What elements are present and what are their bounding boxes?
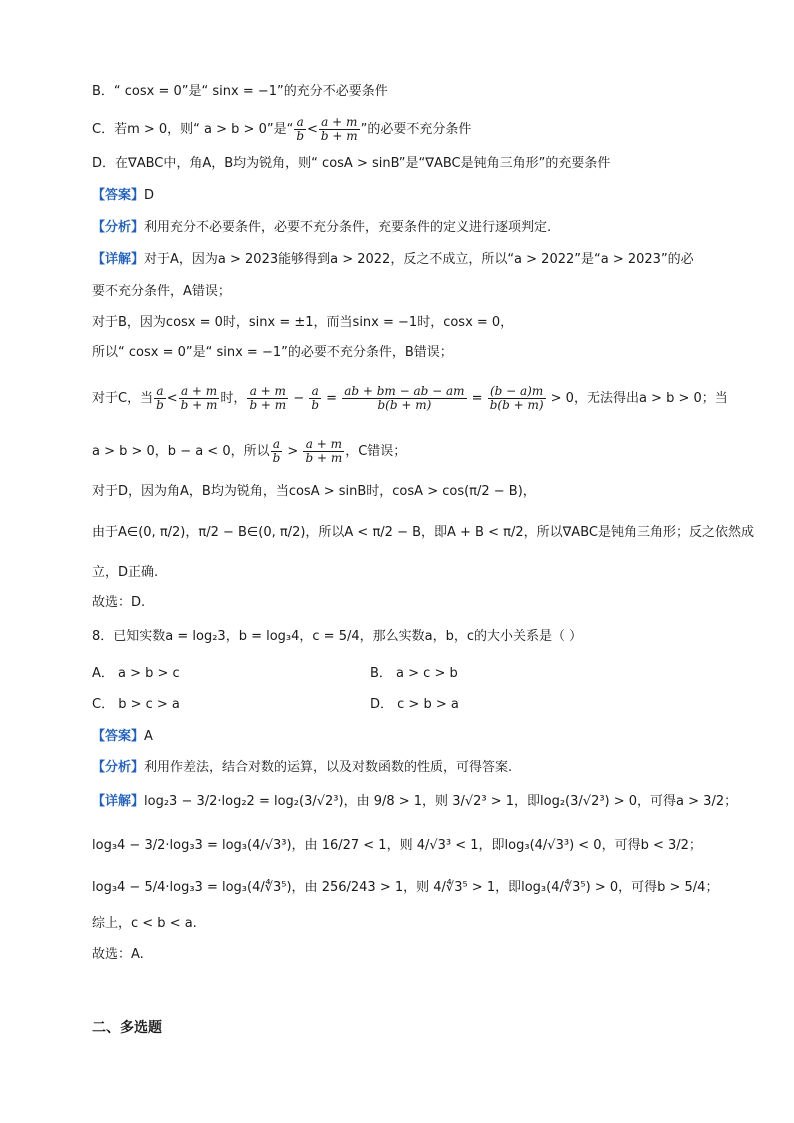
- q7-detail-line-9: 立，D正确.: [92, 565, 159, 580]
- fraction-numerator: a + m: [319, 116, 360, 130]
- detail-text: 对于A，因为a > 2023能够得到a > 2022，反之不成立，所以“a > 2022”是“a > 2023”的必: [144, 252, 694, 267]
- fraction-denominator: b: [156, 398, 164, 412]
- q7-detail-line-2: 要不充分条件，A错误；: [92, 284, 231, 299]
- fraction-numerator: a: [309, 385, 321, 399]
- q7-detail-line-8: 由于A∈(0, π/2)，π/2 − B∈(0, π/2)，所以A < π/2 − B，即A + B < π/2，所以∇ABC是钝角三角形；反之依然成: [92, 525, 754, 540]
- q8-conclusion: 故选：A.: [92, 947, 144, 962]
- detail-text: log₂3 − 3/2·log₂2 = log₂(3/√2³)，由 9/8 > 1，则 3/√2³ > 1，即log₂(3/√2³) > 0，可得a > 3/2；: [144, 794, 738, 809]
- fraction-numerator: a + m: [179, 385, 220, 399]
- q8-detail-line-3: log₃4 − 5/4·log₃3 = log₃(4/∜3⁵)，由 256/243 > 1，则 4/∜3⁵ > 1，即log₃(4/∜3⁵) > 0，可得b > 5/4；: [92, 880, 719, 895]
- answer-value: A: [144, 729, 153, 744]
- q8-detail-line-2: log₃4 − 3/2·log₃3 = log₃(4/√3³)，由 16/27 < 1，则 4/√3³ < 1，即log₃(4/√3³) < 0，可得b < 3/2；: [92, 838, 702, 853]
- less-than-sign: <: [307, 122, 318, 137]
- q8-stem: 8．已知实数a = log₂3，b = log₃4，c = 5/4，那么实数a，b，c的大小关系是（ ）: [92, 629, 583, 644]
- fraction-a-plus-m-over-b-plus-m: [303, 438, 344, 465]
- analysis-text: 利用充分不必要条件，必要不充分条件，充要条件的定义进行逐项判定.: [144, 220, 552, 235]
- fraction-a-plus-m-over-b-plus-m: [247, 385, 288, 412]
- q7-detail-line-3: 对于B，因为cosx = 0时，sinx = ±1，而当sinx = −1时，cosx = 0，: [92, 315, 514, 330]
- fraction-a-over-b: [271, 438, 283, 465]
- fraction-numerator: ab + bm − ab − am: [344, 384, 465, 398]
- q7-answer: [92, 186, 734, 206]
- fraction-denominator: b + m: [320, 129, 358, 143]
- q7-analysis: [92, 218, 734, 238]
- q7-option-c-prefix: C．若m > 0，则“ a > b > 0”是“: [92, 122, 294, 137]
- detail-text: a > b > 0，b − a < 0，所以: [92, 444, 270, 459]
- q8-analysis: [92, 758, 734, 778]
- detail-text: (π/2 − B): [464, 484, 523, 499]
- fraction-denominator: b: [296, 129, 304, 143]
- analysis-tag: 【分析】: [92, 220, 145, 235]
- q8-detail-line-1: [92, 792, 738, 812]
- q7-detail-line-7: [92, 482, 734, 502]
- analysis-text: 利用作差法，结合对数的运算，以及对数函数的性质，可得答案.: [144, 760, 513, 775]
- fraction-numerator: a: [294, 116, 306, 130]
- fraction-numerator: a: [271, 438, 283, 452]
- fraction-a-plus-m-over-b-plus-m: [319, 116, 360, 143]
- q7-detail-line-6: a > b > 0，b − a < 0，所以 $\frac{a}{b}$ > $\frac{a + m}{b + m}$ ，C错误；: [92, 437, 407, 465]
- fraction-a-plus-m-over-b-plus-m: [179, 385, 220, 412]
- fraction-a-over-b: [154, 385, 166, 412]
- detail-text: 对于C，当: [92, 391, 154, 406]
- fraction-a-over-b: [309, 385, 321, 412]
- fraction-denominator: b(b + m): [377, 398, 432, 412]
- fraction-denominator: b(b + m): [489, 398, 544, 412]
- analysis-tag: 【分析】: [92, 760, 145, 775]
- detail-text: 时，: [220, 391, 247, 406]
- q7-detail-line-5: 对于C，当 $\frac{a}{b}$ < $\frac{a + m}{b + m}$ 时， $\frac{a + m}{b + m}$ − $\frac{a}{b}$ = $\frac{ab + bm - ab - am}{b(b + m)}$ = $\frac{(b - a)m}{b(b + m)}$ > 0，无法得出a > b > 0；当: [92, 384, 728, 412]
- q7-conclusion: 故选：D.: [92, 595, 146, 610]
- detail-text: 对于D，因为角A，B均为锐角，当cosA > sinB时，cosA > cos: [92, 484, 465, 499]
- q8-option-d: D． c > b > a: [370, 697, 459, 712]
- detail-text: > 0，无法得出a > b > 0；当: [550, 391, 728, 406]
- detail-tag: 【详解】: [92, 252, 145, 267]
- answer-tag: 【答案】: [92, 729, 145, 744]
- q7-detail-line-1: [92, 250, 734, 270]
- fraction-numerator: a + m: [303, 438, 344, 452]
- q7-option-c: [92, 116, 734, 143]
- q7-option-d: D．在∇ABC中，角A，B均为锐角，则“ cosA > sinB”是“∇ABC是钝角三角形”的充要条件: [92, 156, 611, 171]
- detail-text: ，: [522, 484, 536, 499]
- answer-value: D: [144, 188, 155, 203]
- fraction-simplified: [488, 385, 546, 412]
- fraction-denominator: b: [272, 451, 281, 465]
- q8-option-a: A． a > b > c: [92, 666, 180, 681]
- section-heading: 二、多选题: [92, 1020, 162, 1036]
- fraction-denominator: b + m: [249, 398, 287, 412]
- q8-answer: [92, 727, 734, 747]
- fraction-expanded: [342, 385, 466, 412]
- detail-text: ，C错误；: [345, 444, 407, 459]
- q7-option-c-suffix: ”的必要不充分条件: [360, 122, 472, 137]
- fraction-denominator: b + m: [305, 451, 343, 465]
- fraction-numerator: (b − a)m: [488, 385, 546, 399]
- fraction-numerator: a + m: [247, 385, 288, 399]
- detail-tag: 【详解】: [92, 794, 145, 809]
- fraction-numerator: a: [154, 385, 166, 399]
- q8-option-b: B． a > c > b: [370, 666, 458, 681]
- q7-option-b: B．“ cosx = 0”是“ sinx = −1”的充分不必要条件: [92, 84, 388, 99]
- q7-detail-line-4: 所以“ cosx = 0”是“ sinx = −1”的必要不充分条件，B错误；: [92, 345, 453, 360]
- fraction-denominator: b + m: [180, 398, 218, 412]
- answer-tag: 【答案】: [92, 188, 145, 203]
- q8-option-c: C． b > c > a: [92, 697, 180, 712]
- fraction-denominator: b: [311, 398, 320, 412]
- fraction-a-over-b: [294, 116, 306, 143]
- less-than-sign: <: [166, 391, 178, 406]
- q8-detail-line-4: 综上，c < b < a.: [92, 916, 197, 931]
